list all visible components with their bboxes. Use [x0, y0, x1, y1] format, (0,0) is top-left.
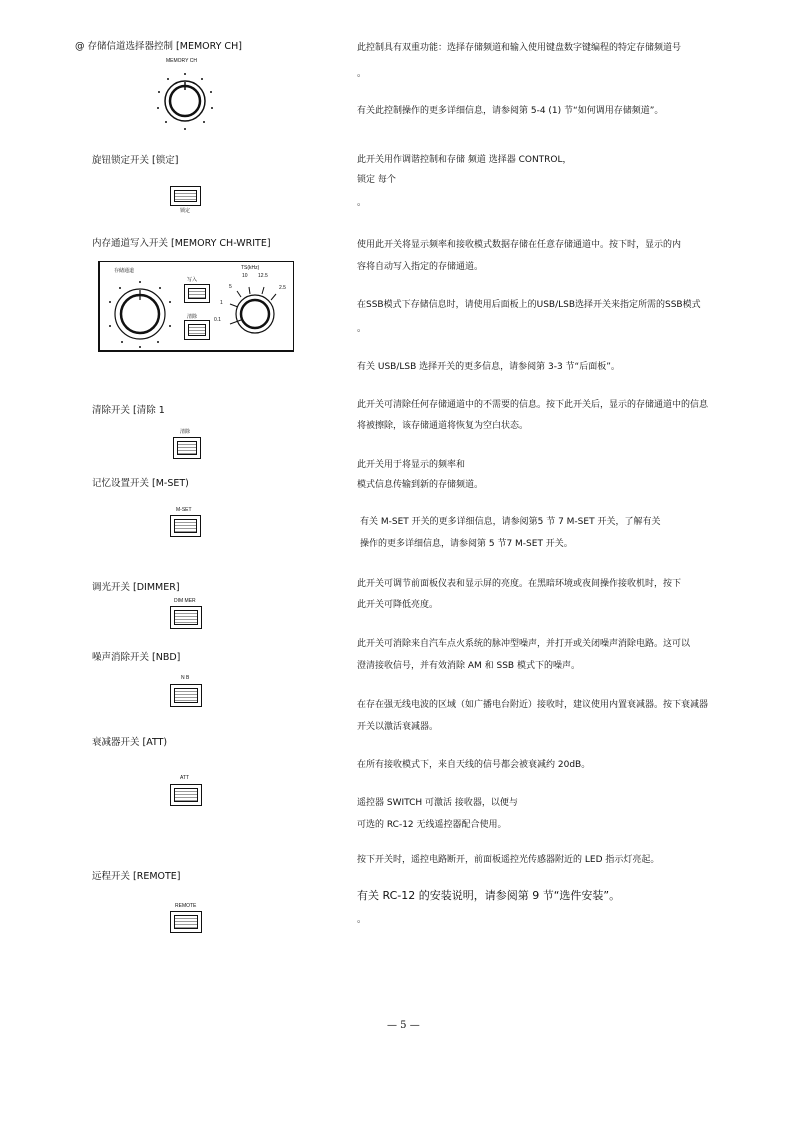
panel-clear-button[interactable]: [184, 320, 210, 340]
write-desc-line2: 容将自动写入指定的存储通道。: [357, 262, 484, 272]
lock-desc-line3: 。: [357, 198, 367, 208]
mset-desc-line1: 此开关用于将显示的频率和: [357, 460, 466, 470]
att-desc-line1: 在存在强无线电波的区域（如广播电台附近）接收时，建议使用内置衰减器。按下衰减器: [357, 700, 709, 710]
ts-1: 1: [220, 300, 223, 306]
remote-desc-line1: 遥控器 SWITCH 可激活 接收器，以便与: [357, 798, 518, 808]
remote-install-ref-end: 。: [357, 915, 367, 925]
ts-01: 0.1: [214, 317, 221, 323]
att-button[interactable]: [170, 784, 202, 806]
clear-desc-line2: 将被擦除，该存储通道将恢复为空白状态。: [357, 421, 529, 431]
memory-ch-knob[interactable]: [150, 66, 220, 136]
usb-lsb-ref: 有关 USB/LSB 选择开关的更多信息，请参阅第 3-3 节“后面板”。: [357, 362, 620, 372]
att-button-label: ATT: [180, 775, 190, 781]
remote-button-label: REMOTE: [175, 903, 197, 909]
mset-button-label: M-SET: [176, 507, 192, 513]
memory-ch-desc-line2: 。: [357, 69, 367, 79]
att-desc-line3: 在所有接收模式下，来自天线的信号都会被衰减约 20dB。: [357, 760, 591, 770]
front-panel-diagram: [98, 261, 294, 352]
dimmer-button[interactable]: [170, 606, 202, 629]
memory-ch-knob-label: MEMORY CH: [166, 58, 197, 64]
memory-ch-write-title: 内存通道写入开关 [MEMORY CH-WRITE]: [92, 238, 271, 249]
lock-button-label: 锁定: [180, 208, 191, 214]
remote-button[interactable]: [170, 911, 202, 933]
dimmer-button-label: DIM MER: [174, 598, 196, 604]
panel-clear-label: 清除: [187, 314, 198, 320]
mset-desc-line2: 模式信息传输到新的存储频道。: [357, 480, 484, 490]
ssb-desc-line1: 在SSB模式下存储信息时，请使用后面板上的USB/LSB选择开关来指定所需的SSB模式: [357, 300, 701, 310]
lock-title: 旋钮锁定开关 [锁定]: [92, 155, 179, 166]
dimmer-desc-line2: 此开关可降低亮度。: [357, 600, 439, 610]
ts-10: 10: [242, 273, 248, 279]
ts-25: 2.5: [279, 285, 286, 291]
nb-desc-line2: 澄清接收信号，并有效消除 AM 和 SSB 模式下的噪声。: [357, 661, 580, 671]
nb-button-label: N B: [181, 675, 190, 681]
nb-desc-line1: 此开关可消除来自汽车点火系统的脉冲型噪声，并打开或关闭噪声消除电路。这可以: [357, 639, 691, 649]
memory-ch-ref: 有关此控制操作的更多详细信息，请参阅第 5-4 (1) 节“如何调用存储频道”。: [357, 106, 664, 116]
clear-button-label: 清除: [180, 429, 191, 435]
panel-write-button[interactable]: [184, 284, 210, 303]
remote-desc-line3: 按下开关时，遥控电路断开，前面板遥控光传感器附近的 LED 指示灯亮起。: [357, 855, 660, 865]
panel-write-label: 写入: [187, 277, 198, 283]
panel-store-label: 存储通道: [114, 268, 135, 274]
mset-button[interactable]: [170, 515, 201, 537]
mset-ref-line2: 操作的更多详细信息，请参阅第 5 节7 M-SET 开关。: [360, 539, 573, 549]
ts-12s: 12.5: [258, 273, 268, 279]
dimmer-desc-line1: 此开关可调节前面板仪表和显示屏的亮度。在黑暗环境或夜间操作接收机时，按下: [357, 579, 682, 589]
lock-button[interactable]: [170, 186, 201, 206]
write-desc-line1: 使用此开关将显示频率和接收模式数据存储在任意存储通道中。按下时，显示的内: [357, 240, 682, 250]
ssb-desc-line2: 。: [357, 324, 367, 334]
clear-button[interactable]: [173, 437, 201, 459]
clear-desc-line1: 此开关可清除任何存储通道中的不需要的信息。按下此开关后，显示的存储通道中的信息: [357, 400, 709, 410]
remote-title: 远程开关 [REMOTE]: [92, 871, 181, 882]
memory-ch-title: @ 存储信道选择器控制 [MEMORY CH]: [75, 41, 242, 52]
remote-install-ref: 有关 RC-12 的安装说明，请参阅第 9 节“选件安装”。: [357, 889, 621, 902]
mset-ref-line1: 有关 M-SET 开关的更多详细信息，请参阅第5 节 7 M-SET 开关，了解有关: [360, 517, 661, 527]
remote-desc-line2: 可选的 RC-12 无线遥控器配合使用。: [357, 820, 507, 830]
nb-button[interactable]: [170, 684, 202, 707]
dimmer-title: 调光开关 [DIMMER]: [92, 582, 180, 593]
clear-title: 清除开关 [清除 1: [92, 405, 165, 416]
att-title: 衰减器开关 [ATT): [92, 737, 168, 748]
page-number: — 5 —: [387, 1020, 420, 1031]
memory-ch-desc-line1: 此控制具有双重功能：选择存储频道和输入使用键盘数字键编程的特定存储频道号: [357, 43, 682, 53]
lock-desc-line1: 此开关用作调谐控制和存储 频道 选择器 CONTROL，: [357, 155, 572, 165]
lock-desc-line2: 锁定 每个: [357, 175, 396, 185]
panel-ts-label: TS(kHz): [241, 265, 260, 271]
mset-title: 记忆设置开关 [M-SET): [92, 478, 189, 489]
nbd-title: 噪声消除开关 [NBD]: [92, 652, 181, 663]
att-desc-line2: 开关以激活衰减器。: [357, 722, 439, 732]
ts-5: 5: [229, 284, 232, 290]
